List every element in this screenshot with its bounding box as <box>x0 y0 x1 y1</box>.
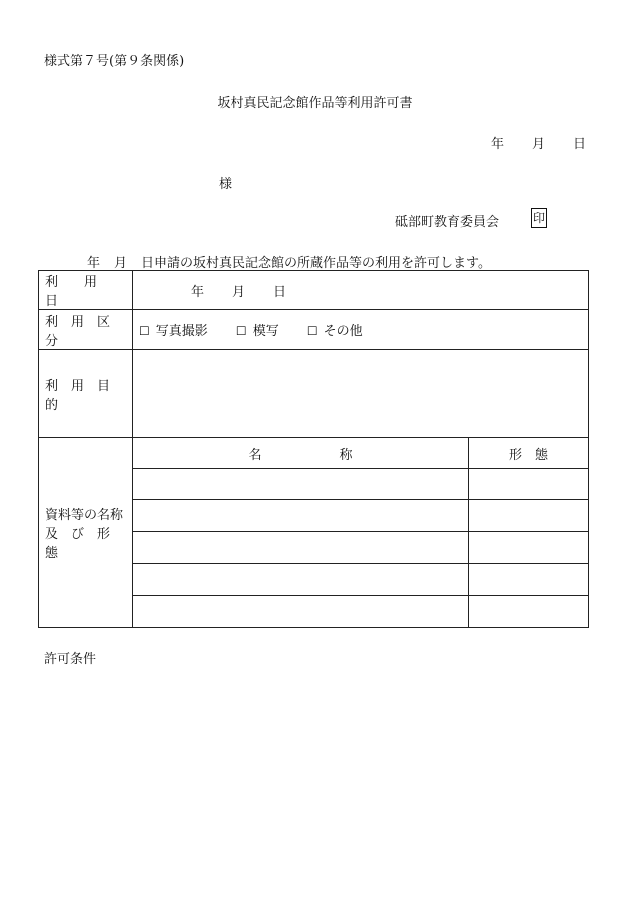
issue-date-year: 年 <box>490 137 504 152</box>
material-form-cell[interactable] <box>469 596 589 628</box>
form-header: 形 態 <box>469 438 589 469</box>
material-form-cell[interactable] <box>469 500 589 532</box>
material-name-cell[interactable] <box>133 532 469 564</box>
use-date-label: 利 用 日 <box>39 271 133 310</box>
document-title-text: 坂村真民記念館作品等利用許可書 <box>217 96 413 111</box>
category-other[interactable] <box>307 320 363 339</box>
material-name-cell[interactable] <box>133 596 469 628</box>
intro-text: 日申請の坂村真民記念館の所蔵作品等の利用を許可します。 <box>141 256 491 271</box>
materials-label-line1: 資料等の名称 <box>45 508 124 523</box>
intro-month: 月 <box>114 256 128 271</box>
category-photo[interactable] <box>139 320 208 339</box>
issuer-name: 砥部町教育委員会 <box>395 215 500 230</box>
material-form-cell[interactable] <box>469 532 589 564</box>
material-name-cell[interactable] <box>133 564 469 596</box>
category-photo-label: 写真撮影 <box>155 324 208 339</box>
issue-date <box>491 133 586 152</box>
material-name-cell[interactable] <box>133 500 469 532</box>
purpose-row <box>39 350 589 438</box>
use-date-row <box>39 271 589 310</box>
permit-table <box>38 270 589 628</box>
category-copy[interactable] <box>236 320 279 339</box>
use-date-day: 日 <box>273 284 287 300</box>
category-other-label: その他 <box>323 324 363 339</box>
checkbox-icon[interactable]: ☐ <box>306 324 318 338</box>
purpose-field[interactable] <box>133 350 589 438</box>
intro-year: 年 <box>87 256 101 271</box>
category-label: 利 用 区 分 <box>39 310 133 350</box>
intro-sentence <box>87 252 491 271</box>
issue-date-month: 月 <box>531 137 545 152</box>
category-copy-label: 模写 <box>252 324 279 339</box>
form-number: 様式第７号(第９条関係) <box>44 54 185 69</box>
use-date-month: 月 <box>232 284 246 300</box>
material-name-cell[interactable] <box>133 469 469 500</box>
purpose-label: 利 用 目 的 <box>39 350 133 438</box>
permit-conditions-label: 許可条件 <box>44 652 97 667</box>
materials-header-row <box>39 438 589 469</box>
category-row <box>39 310 589 350</box>
addressee-suffix: 様 <box>219 177 233 192</box>
use-date-year: 年 <box>191 284 205 300</box>
material-form-cell[interactable] <box>469 469 589 500</box>
checkbox-icon[interactable]: ☐ <box>235 324 247 338</box>
seal-mark: 印 <box>531 208 547 228</box>
materials-label <box>39 438 133 628</box>
document-title <box>0 92 630 111</box>
materials-label-line2: 及 び 形 態 <box>45 527 124 561</box>
issue-date-day: 日 <box>572 137 586 152</box>
use-date-value[interactable] <box>133 271 589 310</box>
category-options <box>133 310 589 350</box>
checkbox-icon[interactable]: ☐ <box>139 324 150 338</box>
material-form-cell[interactable] <box>469 564 589 596</box>
name-header: 名 称 <box>133 438 469 469</box>
